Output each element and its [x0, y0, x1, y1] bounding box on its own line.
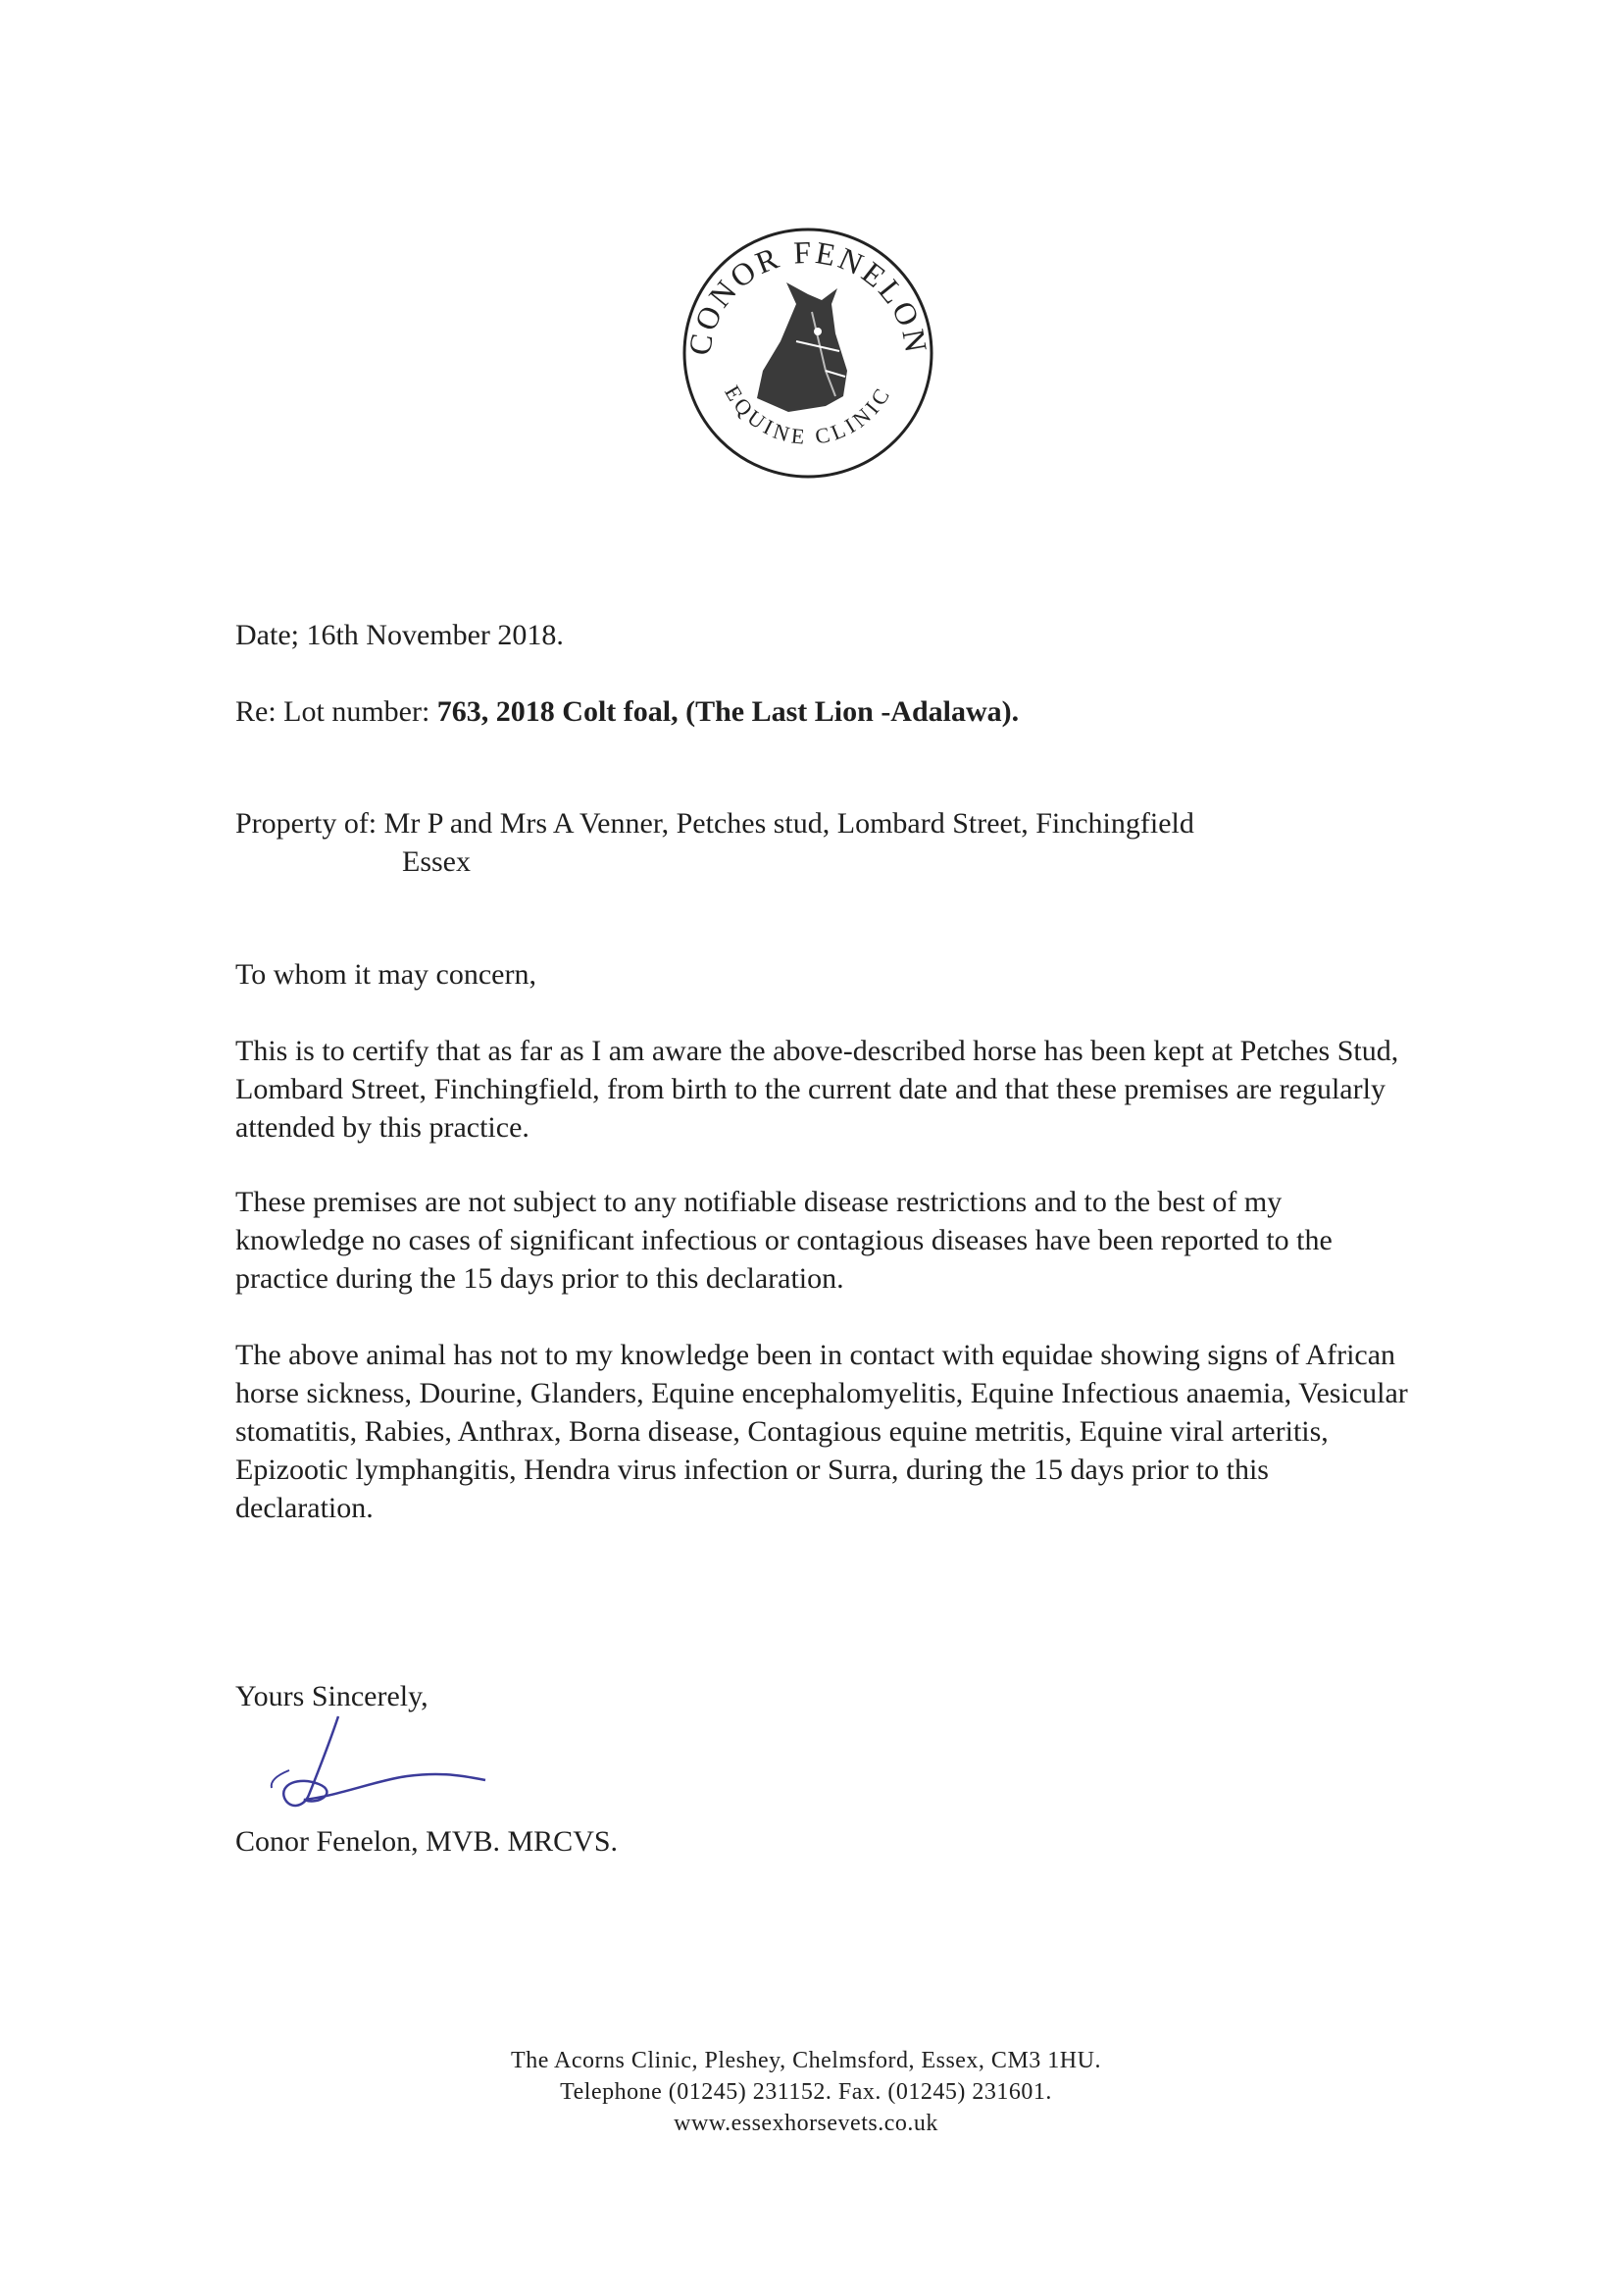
footer: [0, 2045, 1612, 2139]
property-line-1: Property of: Mr P and Mrs A Venner, Petches stud, Lombard Street, Finchingfield: [235, 807, 1194, 840]
clinic-logo: [679, 224, 937, 483]
footer-phone-fax: Telephone (01245) 231152. Fax. (01245) 231601.: [560, 2079, 1052, 2105]
paragraph-3: The above animal has not to my knowledge been in contact with equidae showing signs of African horse sickness, Dourine, Glanders, Equine encephalomyelitis, Equine Infectious anaemia, Vesicular stomatitis, Rabies, Anthrax, Borna disease, Contagious equine metritis, Equine viral arteritis, Epizootic lymphangitis, Hendra virus infection or Surra, during the 15 days prior to this declaration.: [235, 1339, 1408, 1524]
horse-head-icon: [757, 282, 847, 412]
reference-lot: 763, 2018 Colt foal, (The Last Lion -Adalawa).: [436, 695, 1020, 728]
closing: Yours Sincerely,: [235, 1680, 428, 1712]
paragraph-2: These premises are not subject to any notifiable disease restrictions and to the best of my knowledge no cases of significant infectious or contagious diseases have been reported to the practice during the 15 days prior to this declaration.: [235, 1186, 1333, 1295]
property-of: [235, 804, 1412, 881]
reference-line: [235, 692, 1412, 731]
signature: [250, 1711, 495, 1819]
logo-bottom-text: EQUINE CLINIC: [720, 381, 896, 450]
logo-top-text: CONOR FENELON: [680, 233, 935, 358]
greeting: To whom it may concern,: [235, 958, 536, 991]
footer-address: The Acorns Clinic, Pleshey, Chelmsford, Essex, CM3 1HU.: [511, 2048, 1101, 2073]
letter-date: Date; 16th November 2018.: [235, 619, 564, 651]
property-line-2: Essex: [402, 845, 471, 878]
footer-website[interactable]: www.essexhorsevets.co.uk: [674, 2111, 938, 2136]
signatory-name: Conor Fenelon, MVB. MRCVS.: [235, 1825, 619, 1858]
paragraph-1: This is to certify that as far as I am aware the above-described horse has been kept at Petches Stud, Lombard Street, Finchingfield, from birth to the current date and that these premises are regularly attended by this practice.: [235, 1035, 1399, 1144]
reference-prefix: Re: Lot number:: [235, 695, 437, 728]
